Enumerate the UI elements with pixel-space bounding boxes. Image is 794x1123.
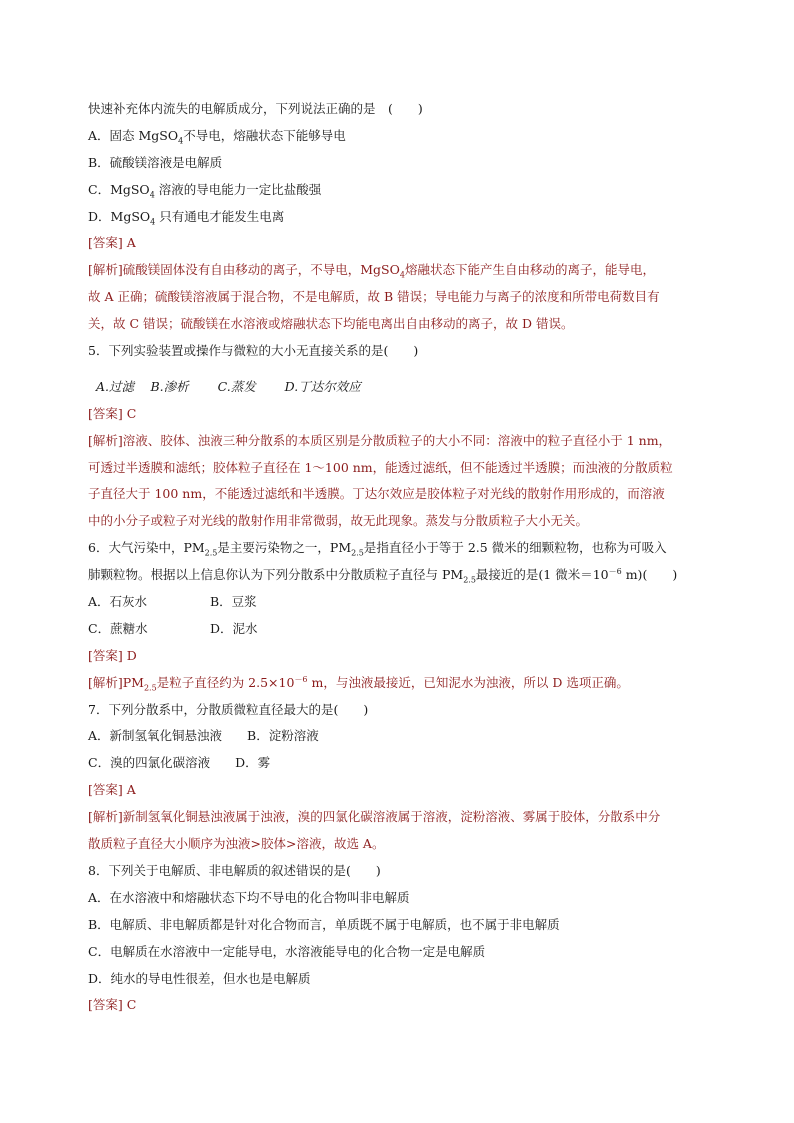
q4-option-b: B．硫酸镁溶液是电解质 <box>88 154 223 170</box>
q4-option-d: D．MgSO$_4$ 只有通电才能发生电离 <box>88 208 285 227</box>
q7-stem: 7．下列分散系中，分散质微粒直径最大的是( ) <box>88 701 369 717</box>
q8-option-b: B．电解质、非电解质都是针对化合物而言，单质既不属于电解质，也不属于非电解质 <box>88 916 560 932</box>
q6-option-d: D．泥水 <box>210 620 258 636</box>
q5-options: A.过滤 B.渗析 C.蒸发 D.丁达尔效应 <box>96 378 361 394</box>
q6-options-row <box>88 589 728 616</box>
q5-analysis-line: 子直径大于 100 nm，不能透过滤纸和半透膜。丁达尔效应是胶体粒子对光线的散射作用形成的，而溶液 <box>88 486 665 502</box>
q4-analysis-line: 故 A 正确；硫酸镁溶液属于混合物，不是电解质，故 B 错误；导电能力与离子的浓度和所带电荷数目有 <box>88 289 660 305</box>
q7-answer: [答案] A <box>88 782 136 798</box>
q4-option-a: A．固态 MgSO$_4$不导电，熔融状态下能够导电 <box>88 127 346 146</box>
q7-analysis-line: 散质粒子直径大小顺序为浊液>胶体>溶液，故选 A。 <box>88 836 385 852</box>
q6-option-c: C．蔗糖水 <box>88 620 148 636</box>
q5-answer: [答案] C <box>88 405 137 421</box>
q6-analysis-line: [解析]$PM_{2.5}$是粒子直径约为 $2.5\times 10^{-6}$ m，与浊液最接近，已知泥水为浊液，所以 D 选项正确。 <box>88 674 629 693</box>
q7-options-row: C．溴的四氯化碳溶液 D．雾 <box>88 755 271 771</box>
q7-analysis-line: [解析]新制氢氧化铜悬浊液属于浊液，溴的四氯化碳溶液属于溶液，淀粉溶液、雾属于胶体，分散系中分 <box>88 809 661 825</box>
q4-analysis-line: 关，故 C 错误；硫酸镁在水溶液或熔融状态下均能电离出自由移动的离子，故 D 错误。 <box>88 316 574 332</box>
q6-option-a: A．石灰水 <box>88 594 148 610</box>
q5-analysis-line: [解析]溶液、胶体、浊液三种分散系的本质区别是分散质粒子的大小不同：溶液中的粒子直径小于 1 nm， <box>88 432 672 448</box>
q6-stem-line: 肺颗粒物。根据以上信息你认为下列分散系中分散质粒子直径与 $PM_{2.5}$最接近的是(1 微米$=10^{-6}$ m)( ) <box>88 566 678 585</box>
q4-option-c: C．MgSO$_4$ 溶液的导电能力一定比盐酸强 <box>88 181 322 200</box>
q7-options-row: A．新制氢氧化铜悬浊液 B．淀粉溶液 <box>88 728 319 744</box>
q6-options-row <box>88 616 728 643</box>
document-page <box>88 96 728 1019</box>
q8-option-a: A．在水溶液中和熔融状态下均不导电的化合物叫非电解质 <box>88 889 410 905</box>
q4-answer: [答案] A <box>88 235 136 251</box>
q8-option-d: D．纯水的导电性很差，但水也是电解质 <box>88 970 311 986</box>
q4-analysis-line: [解析]硫酸镁固体没有自由移动的离子，不导电，MgSO$_4$熔融状态下能产生自由移动的离子，能导电， <box>88 262 655 280</box>
q8-stem: 8．下列关于电解质、非电解质的叙述错误的是( ) <box>88 862 381 878</box>
q6-stem-line: 6．大气污染中，$PM_{2.5}$是主要污染物之一，$PM_{2.5}$是指直径小于等于 2.5 微米的细颗粒物，也称为可吸入 <box>88 540 667 558</box>
q8-answer: [答案] C <box>88 997 137 1013</box>
q6-answer: [答案] D <box>88 647 137 663</box>
q6-option-b: B．豆浆 <box>210 594 257 610</box>
q4-stem: 快速补充体内流失的电解质成分，下列说法正确的是 ( ) <box>88 101 423 116</box>
q8-option-c: C．电解质在水溶液中一定能导电，水溶液能导电的化合物一定是电解质 <box>88 943 486 959</box>
q5-stem: 5．下列实验装置或操作与微粒的大小无直接关系的是( ) <box>88 343 419 359</box>
q5-analysis-line: 可透过半透膜和滤纸；胶体粒子直径在 1～100 nm，能透过滤纸，但不能透过半透膜；而浊液的分散质粒 <box>88 459 673 475</box>
q5-analysis-line: 中的小分子或粒子对光线的散射作用非常微弱，故无此现象。蒸发与分散质粒子大小无关。 <box>88 513 589 529</box>
